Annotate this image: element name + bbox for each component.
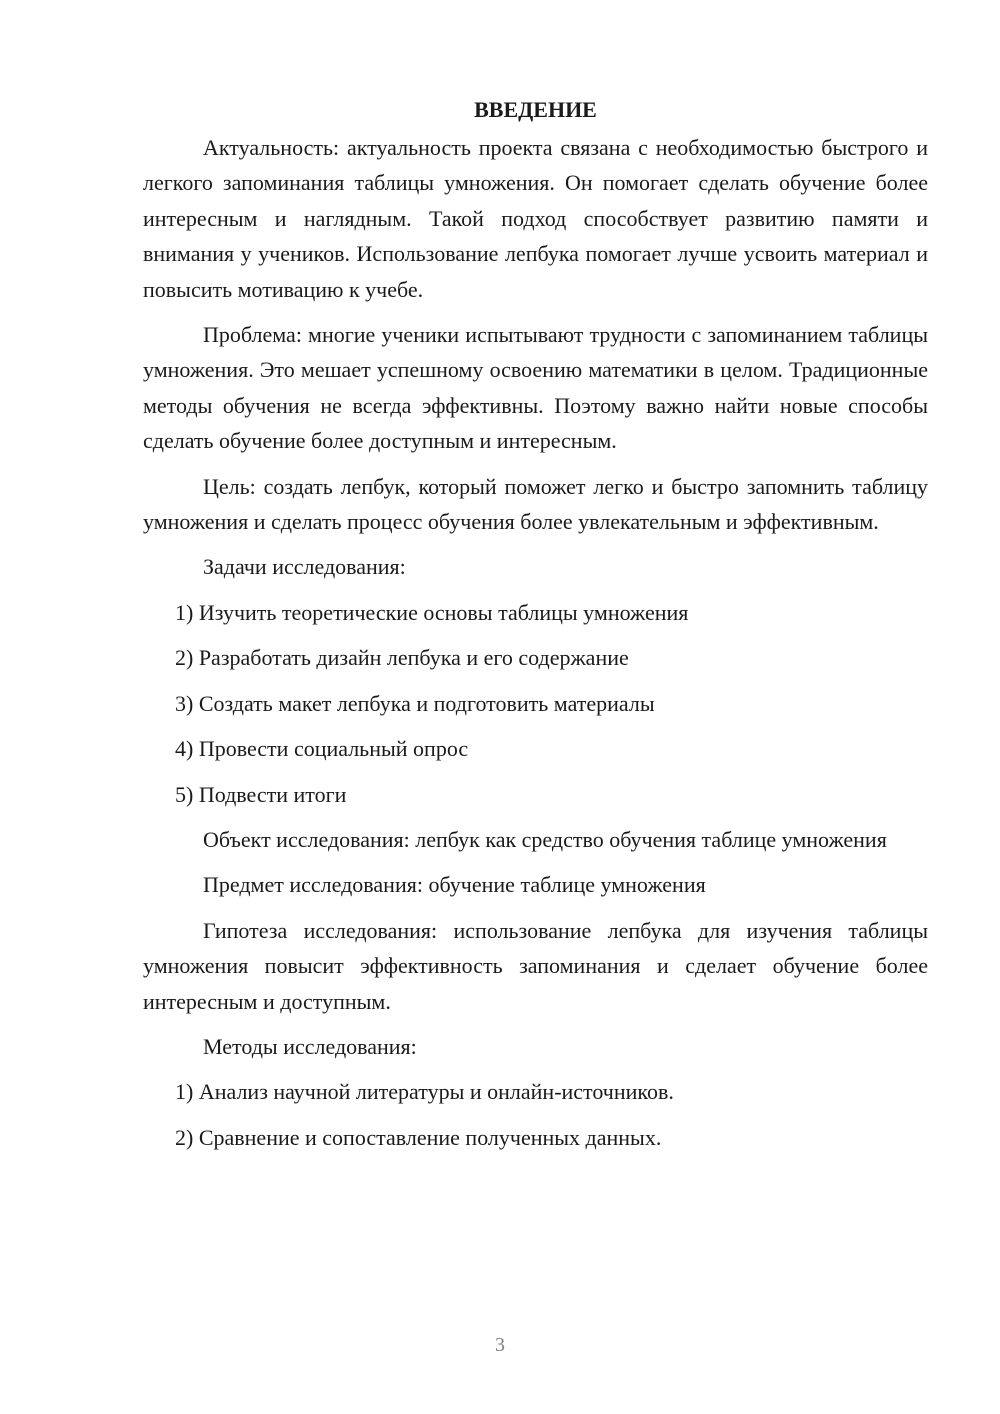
list-item: 3) Создать макет лепбука и подготовить материалы [175, 690, 655, 716]
tasks-list [143, 595, 928, 812]
subject-paragraph: Предмет исследования: обучение таблице умножения [203, 872, 706, 898]
list-item: 1) Изучить теоретические основы таблицы умножения [175, 599, 689, 625]
list-item: 2) Сравнение и сопоставление полученных данных. [175, 1124, 662, 1150]
list-item: 2) Разработать дизайн лепбука и его содержание [175, 645, 629, 671]
problem-paragraph: Проблема: многие ученики испытывают трудности с запоминанием таблицы умножения. Это мешает успешному освоению математики в целом. Традиционные методы обучения не всегда эффективны. Поэтому важно найти новые способы сделать обучение более доступным и интересным. [143, 322, 928, 454]
page-number: 3 [495, 1334, 505, 1356]
list-item: 5) Подвести итоги [175, 781, 347, 807]
list-item: 1) Анализ научной литературы и онлайн-источников. [175, 1079, 674, 1105]
page-heading: ВВЕДЕНИЕ [474, 97, 597, 122]
tasks-title: Задачи исследования: [203, 554, 406, 580]
methods-title: Методы исследования: [203, 1033, 417, 1059]
document-page [143, 92, 928, 1165]
object-paragraph: Объект исследования: лепбук как средство обучения таблице умножения [203, 826, 887, 852]
methods-list [143, 1074, 928, 1155]
relevance-paragraph: Актуальность: актуальность проекта связана с необходимостью быстрого и легкого запоминания таблицы умножения. Он помогает сделать обучение более интересным и наглядным. Такой подход способствует развитию памяти и внимания у учеников. Использование лепбука помогает лучше усвоить материал и повысить мотивацию к учебе. [143, 135, 928, 302]
hypothesis-paragraph: Гипотеза исследования: использование лепбука для изучения таблицы умножения повысит эффективность запоминания и сделает обучение более интересным и доступным. [143, 917, 928, 1014]
list-item: 4) Провести социальный опрос [175, 736, 469, 762]
goal-paragraph: Цель: создать лепбук, который поможет легко и быстро запомнить таблицу умножения и сделать процесс обучения более увлекательным и эффективным. [143, 473, 928, 535]
